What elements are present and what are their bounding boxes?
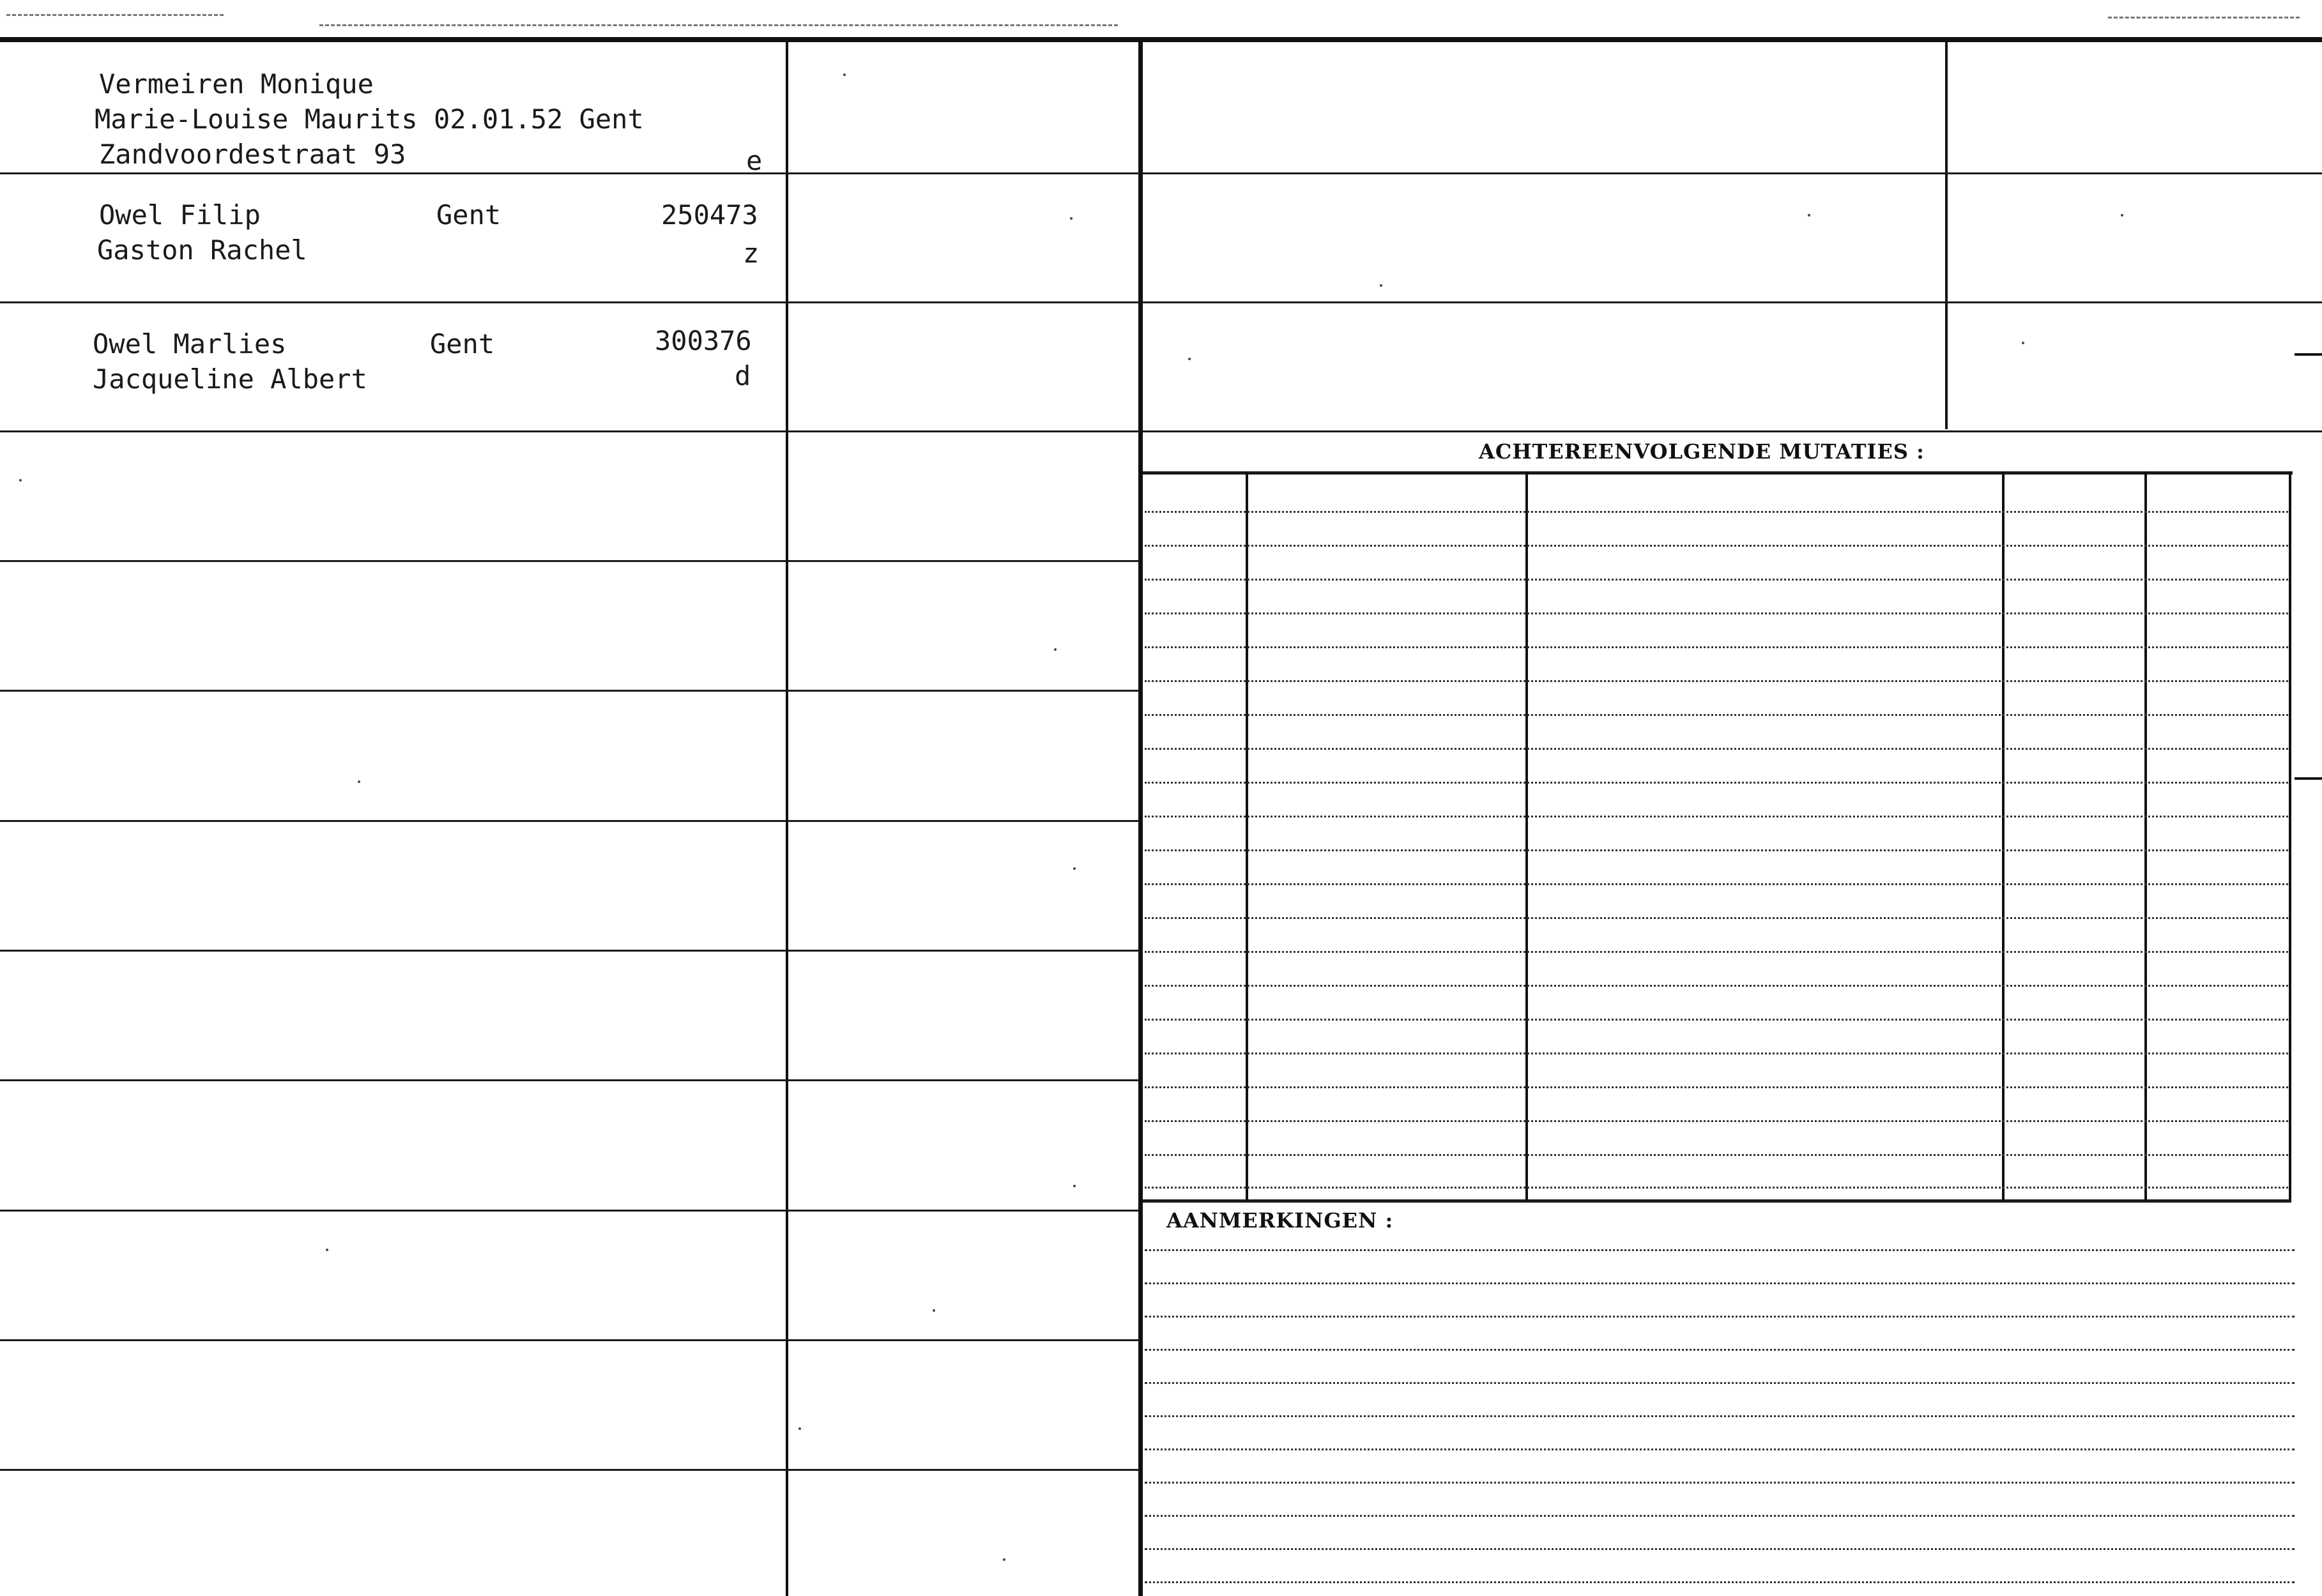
row-rule: [0, 430, 787, 432]
top-edge-scribble: [2108, 17, 2300, 20]
row-rule: [788, 172, 1140, 174]
remarks-title: AANMERKINGEN :: [1166, 1208, 1394, 1233]
row-rule: [788, 560, 1140, 562]
row-rule: [788, 430, 1140, 432]
row-rule: [0, 1339, 787, 1341]
row-rule: [788, 820, 1140, 822]
column-divider-1: [786, 42, 788, 1596]
scan-speck: [843, 73, 846, 76]
row-rule: [788, 690, 1140, 692]
record-3-code: d: [735, 360, 751, 391]
record-2-code: z: [743, 238, 760, 269]
scan-speck: [1073, 1185, 1076, 1187]
mutations-col-divider: [2002, 471, 2005, 1199]
margin-tick: [2295, 353, 2322, 356]
scan-speck: [2121, 214, 2123, 217]
mutations-col-divider: [1246, 471, 1248, 1199]
top-edge-scribble: [6, 14, 224, 17]
row-rule: [788, 1469, 1140, 1471]
record-1-details: Marie-Louise Maurits 02.01.52 Gent: [95, 103, 644, 135]
row-rule: [788, 950, 1140, 952]
mutations-col-divider: [1525, 471, 1528, 1199]
mutations-col-divider: [2144, 471, 2147, 1199]
row-rule: [788, 1079, 1140, 1081]
scan-speck: [1380, 284, 1382, 287]
scan-speck: [1003, 1558, 1005, 1561]
scan-speck: [798, 1427, 801, 1430]
scan-speck: [1054, 648, 1057, 651]
record-1-address: Zandvoordestraat 93: [99, 139, 406, 170]
row-rule: [788, 301, 1140, 303]
record-1-name: Vermeiren Monique: [99, 68, 374, 100]
record-3-date: 300376: [655, 325, 752, 356]
row-rule: [0, 1079, 787, 1081]
scan-speck: [2022, 342, 2024, 344]
mutations-header-rule: [1143, 471, 2293, 475]
row-rule: [788, 1210, 1140, 1212]
scan-speck: [1073, 867, 1076, 870]
record-3-parents: Jacqueline Albert: [93, 363, 367, 395]
record-3-place: Gent: [430, 328, 495, 360]
top-border: [0, 37, 2322, 42]
row-rule: [788, 1339, 1140, 1341]
row-rule: [0, 1210, 787, 1212]
scan-speck: [1070, 217, 1073, 220]
row-rule: [0, 820, 787, 822]
record-2-place: Gent: [436, 199, 501, 231]
record-2-name: Owel Filip: [99, 199, 261, 231]
row-rule: [0, 172, 787, 174]
column-divider-2: [1138, 42, 1143, 1596]
row-rule: [1143, 430, 2322, 432]
mutations-bottom-rule: [1143, 1199, 2291, 1203]
row-rule: [0, 690, 787, 692]
top-edge-scribble: [319, 24, 1118, 27]
record-1-code: e: [746, 145, 763, 176]
scan-speck: [326, 1249, 328, 1251]
row-rule: [1143, 301, 2322, 303]
record-2-parents: Gaston Rachel: [97, 234, 307, 266]
record-2-date: 250473: [661, 199, 758, 231]
row-rule: [0, 950, 787, 952]
scan-speck: [358, 780, 360, 783]
mutations-title: ACHTEREENVOLGENDE MUTATIES :: [1479, 439, 1925, 464]
row-rule: [1143, 172, 2322, 174]
row-rule: [0, 1469, 787, 1471]
row-rule: [0, 560, 787, 562]
scan-speck: [933, 1309, 935, 1312]
scan-speck: [1188, 358, 1191, 360]
row-rule: [0, 301, 787, 303]
mutations-right-border: [2289, 471, 2291, 1199]
record-3-name: Owel Marlies: [93, 328, 287, 360]
column-divider-3: [1945, 42, 1948, 429]
scan-speck: [1808, 214, 1810, 217]
margin-tick: [2295, 777, 2322, 780]
scan-speck: [19, 479, 22, 482]
